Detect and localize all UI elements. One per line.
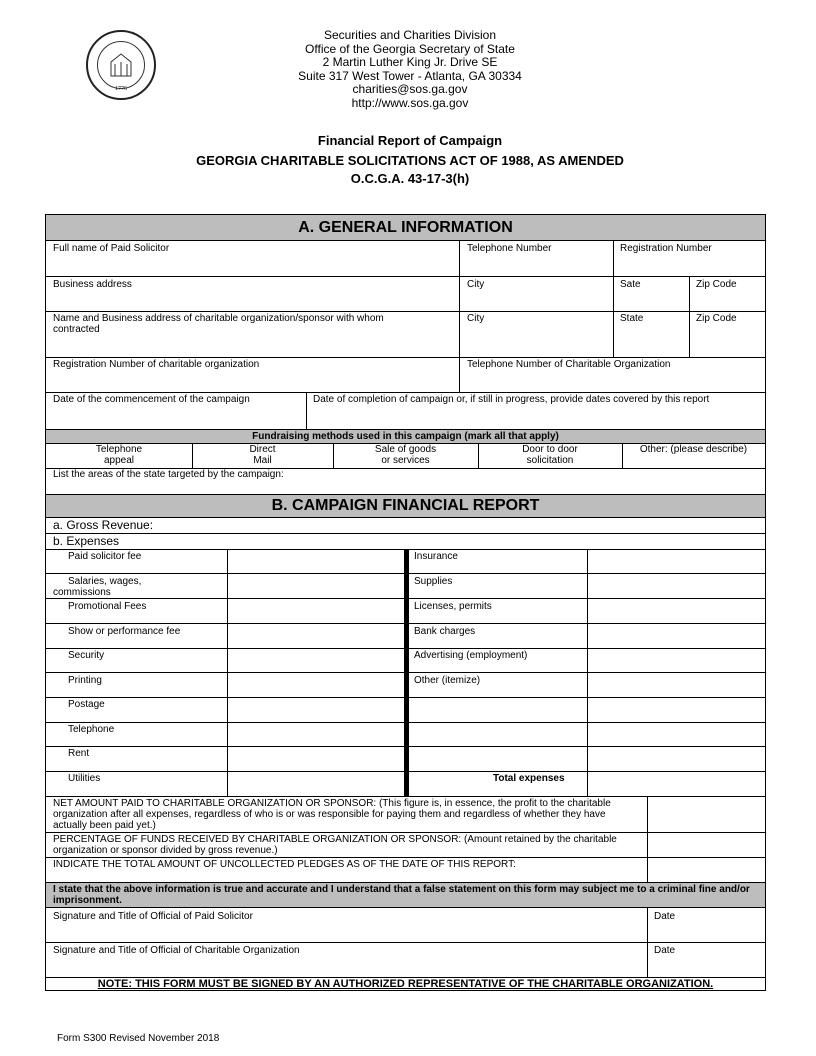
method-other[interactable]: Other: (please describe) <box>639 444 748 455</box>
business-address-label: Business address <box>53 279 132 290</box>
expense-item-label: Insurance <box>414 551 458 562</box>
expense-item-label: Printing <box>68 675 102 686</box>
expense-item-label: Utilities <box>68 773 101 784</box>
expense-item-label: Postage <box>68 699 105 710</box>
method-sale-of-goods[interactable]: Sale of goods or services <box>374 444 437 466</box>
expense-item-label: Salaries, wages, <box>68 576 142 587</box>
telephone-label: Telephone Number <box>467 243 552 254</box>
method-telephone-appeal[interactable]: Telephone appeal <box>95 444 143 466</box>
completion-date-label: Date of completion of campaign or, if still in progress, provide dates covered by this report <box>313 394 710 405</box>
georgia-state-seal <box>86 30 156 100</box>
org-telephone-label: Telephone Number of Charitable Organization <box>467 359 671 370</box>
city-label: City <box>467 279 485 290</box>
method-door-to-door[interactable]: Door to door solicitation <box>522 444 578 466</box>
date-label: Date <box>654 911 676 922</box>
expense-item-label: Supplies <box>414 576 453 587</box>
seal-year: 1776 <box>115 86 127 92</box>
gross-revenue-label: a. Gross Revenue: <box>53 518 154 532</box>
method-direct-mail[interactable]: Direct Mail <box>249 444 276 466</box>
campaign-financial-report-form <box>45 214 766 991</box>
registration-label: Registration Number <box>620 243 712 254</box>
address-line: Office of the Georgia Secretary of State <box>305 41 515 56</box>
address-line: Securities and Charities Division <box>323 28 497 42</box>
zip-label: Zip Code <box>696 279 737 290</box>
org-name-address-label: Name and Business address of charitable organization/sponsor with whom contracted <box>53 313 384 335</box>
expense-item-label: Promotional Fees <box>68 601 147 612</box>
expense-item-label: Licenses, permits <box>414 601 492 612</box>
commencement-date-label: Date of the commencement of the campaign <box>53 394 250 405</box>
zip-label: Zip Code <box>696 313 737 324</box>
org-registration-label: Registration Number of charitable organization <box>53 359 260 370</box>
expense-item-label: Rent <box>68 748 90 759</box>
section-b-heading: B. CAMPAIGN FINANCIAL REPORT <box>46 494 765 518</box>
date-label: Date <box>654 945 676 956</box>
percentage-label: PERCENTAGE OF FUNDS RECEIVED BY CHARITABLE ORGANIZATION OR SPONSOR: (Amount retained by the charitable organization or sponsor divided by gross revenue.) <box>53 834 617 856</box>
fundraising-methods-heading: Fundraising methods used in this campaign (mark all that apply) <box>46 429 765 444</box>
authorized-signature-note: NOTE: THIS FORM MUST BE SIGNED BY AN AUTHORIZED REPRESENTATIVE OF THE CHARITABLE ORGANIZATION. <box>97 978 714 990</box>
division-address <box>230 29 590 111</box>
expense-item-label-cont: commissions <box>53 587 111 598</box>
email-link[interactable]: charities@sos.ga.gov <box>352 82 468 97</box>
expense-item-label: Advertising (employment) <box>414 650 528 661</box>
website-link[interactable]: http://www.sos.ga.gov <box>351 95 469 110</box>
city-label: City <box>467 313 485 324</box>
state-label: Sate <box>620 279 641 290</box>
areas-targeted-label: List the areas of the state targeted by the campaign: <box>53 469 284 480</box>
address-line: Suite 317 West Tower - Atlanta, GA 30334 <box>298 68 522 83</box>
expense-item-label: Other (itemize) <box>414 675 481 686</box>
expense-item-label: Paid solicitor fee <box>68 551 142 562</box>
state-label: State <box>620 313 644 324</box>
address-line: 2 Martin Luther King Jr. Drive SE <box>322 55 498 70</box>
form-subtitle: GEORGIA CHARITABLE SOLICITATIONS ACT OF 1988, AS AMENDED <box>196 153 624 168</box>
form-code: O.C.G.A. 43-17-3(h) <box>350 171 470 186</box>
form-title: Financial Report of Campaign <box>317 133 503 148</box>
uncollected-pledges-label: INDICATE THE TOTAL AMOUNT OF UNCOLLECTED PLEDGES AS OF THE DATE OF THIS REPORT: <box>53 859 516 870</box>
total-expenses-label: Total expenses <box>493 773 565 784</box>
form-revision-footer: Form S300 Revised November 2018 <box>57 1033 220 1044</box>
expense-item-label: Bank charges <box>414 626 476 637</box>
org-signature-label: Signature and Title of Official of Charitable Organization <box>53 945 300 956</box>
solicitor-signature-label: Signature and Title of Official of Paid Solicitor <box>53 911 253 922</box>
attestation-statement: I state that the above information is true and accurate and I understand that a false statement on this form may subject me to a criminal fine and/or imprisonment. <box>53 884 750 906</box>
full-name-label: Full name of Paid Solicitor <box>53 243 170 254</box>
expenses-label: b. Expenses <box>53 534 120 548</box>
expense-item-label: Telephone <box>68 724 115 735</box>
section-a-heading: A. GENERAL INFORMATION <box>46 215 765 241</box>
expense-item-label: Show or performance fee <box>68 626 181 637</box>
expense-item-label: Security <box>68 650 105 661</box>
net-amount-label: NET AMOUNT PAID TO CHARITABLE ORGANIZATION OR SPONSOR: (This figure is, in essence, the profit to the charitable organization after all expenses, regardless of who is or was responsible for paying them and regardless of whether they have actually been paid yet.) <box>53 798 611 831</box>
